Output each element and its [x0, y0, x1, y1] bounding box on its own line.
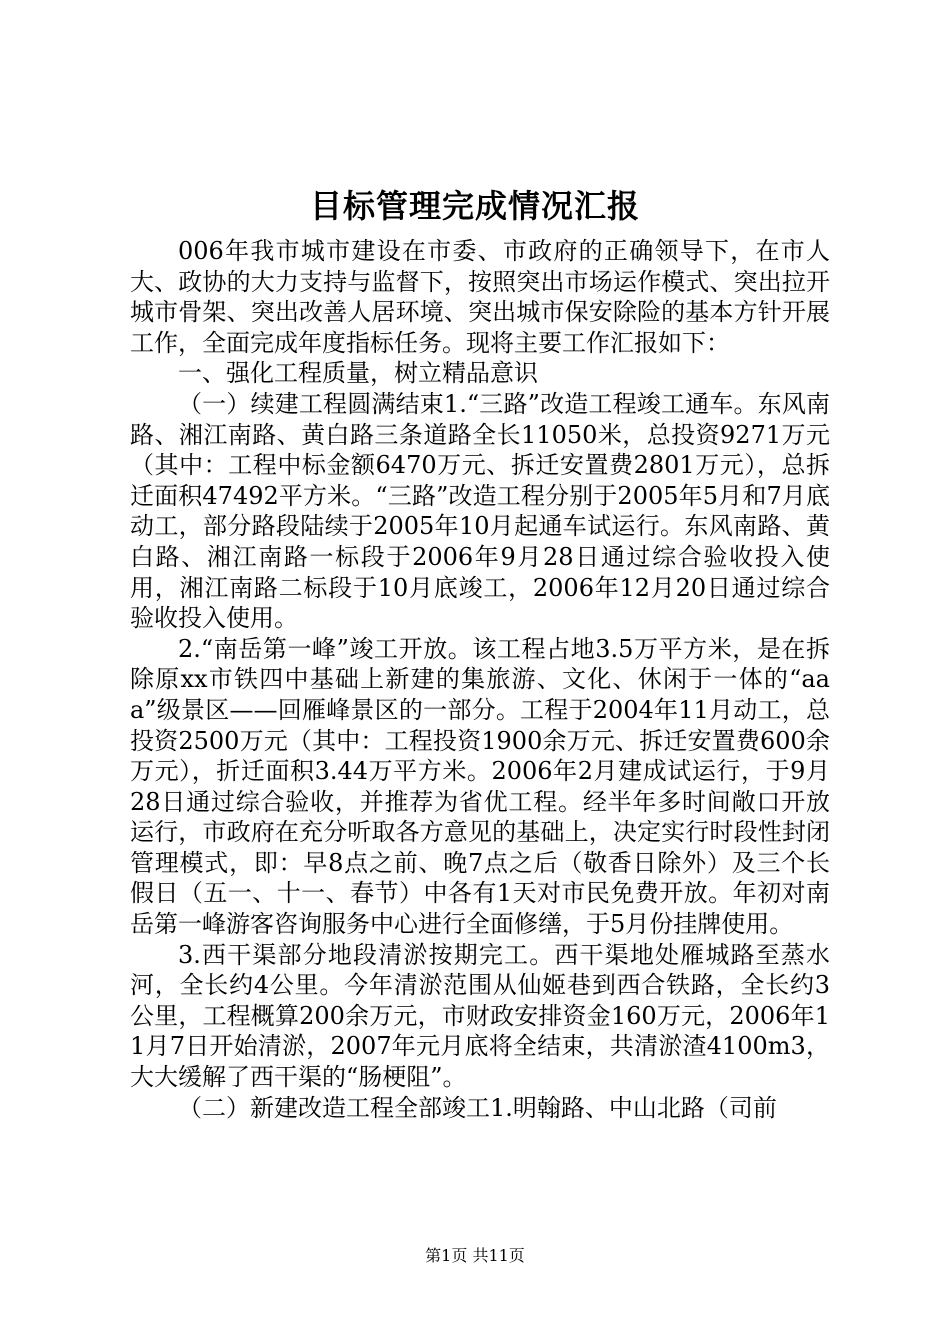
paragraph-nanyue-peak: 2.“南岳第一峰”竣工开放。该工程占地3.5万平方米，是在拆除原xx市铁四中基础上新建的集旅游、文化、休闲于一体的“aaa”级景区——回雁峰景区的一部分。工程于2004年11月动工，总投资2500万元（其中：工程投资1900余万元、拆迁安置费600余万元），折迁面积3.44万平方米。2006年2月建成试运行，于9月28日通过综合验收，并推荐为省优工程。经半年多时间敞口开放运行，市政府在充分听取各方意见的基础上，决定实行时段性封闭管理模式，即：早8点之前、晚7点之后（敬香日除外）及三个长假日（五一、十一、春节）中各有1天对市民免费开放。年初对南岳第一峰游客咨询服务中心进行全面修缮，于5月份挂牌使用。 [130, 634, 830, 939]
paragraph-new-projects: （二）新建改造工程全部竣工1.明翰路、中山北路（司前 [178, 1093, 777, 1122]
document-title: 目标管理完成情况汇报 [309, 187, 640, 225]
paragraph-continuing-projects: （一）续建工程圆满结束1.“三路”改造工程竣工通车。东风南路、湘江南路、黄白路三条道路全长11050米，总投资9271万元（其中：工程中标金额6470万元、拆迁安置费2801万元），总拆迁面积47492平方米。“三路”改造工程分别于2005年5月和7月底动工，部分路段陆续于2005年10月起通车试运行。东风南路、黄白路、湘江南路一标段于2006年9月28日通过综合验收投入使用，湘江南路二标段于10月底竣工，2006年12月20日通过综合验收投入使用。 [130, 389, 830, 633]
page-number: 第1页 共11页 [425, 1246, 525, 1265]
paragraph-intro: 006年我市城市建设在市委、市政府的正确领导下，在市人大、政协的大力支持与监督下，按照突出市场运作模式、突出拉开城市骨架、突出改善人居环境、突出城市保安除险的基本方针开展工作，全面完成年度指标任务。现将主要工作汇报如下： [130, 237, 830, 357]
section-heading: 一、强化工程质量，树立精品意识 [178, 359, 538, 388]
paragraph-west-canal: 3.西干渠部分地段清淤按期完工。西干渠地处雁城路至蒸水河，全长约4公里。今年清淤范围从仙姬巷到西合铁路，全长约3公里，工程概算200余万元，市财政安排资金160万元，2006年11月7日开始清淤，2007年元月底将全结束，共清淤渣4100m3，大大缓解了西干渠的“肠梗阻”。 [130, 940, 830, 1092]
document-body [130, 236, 830, 1123]
